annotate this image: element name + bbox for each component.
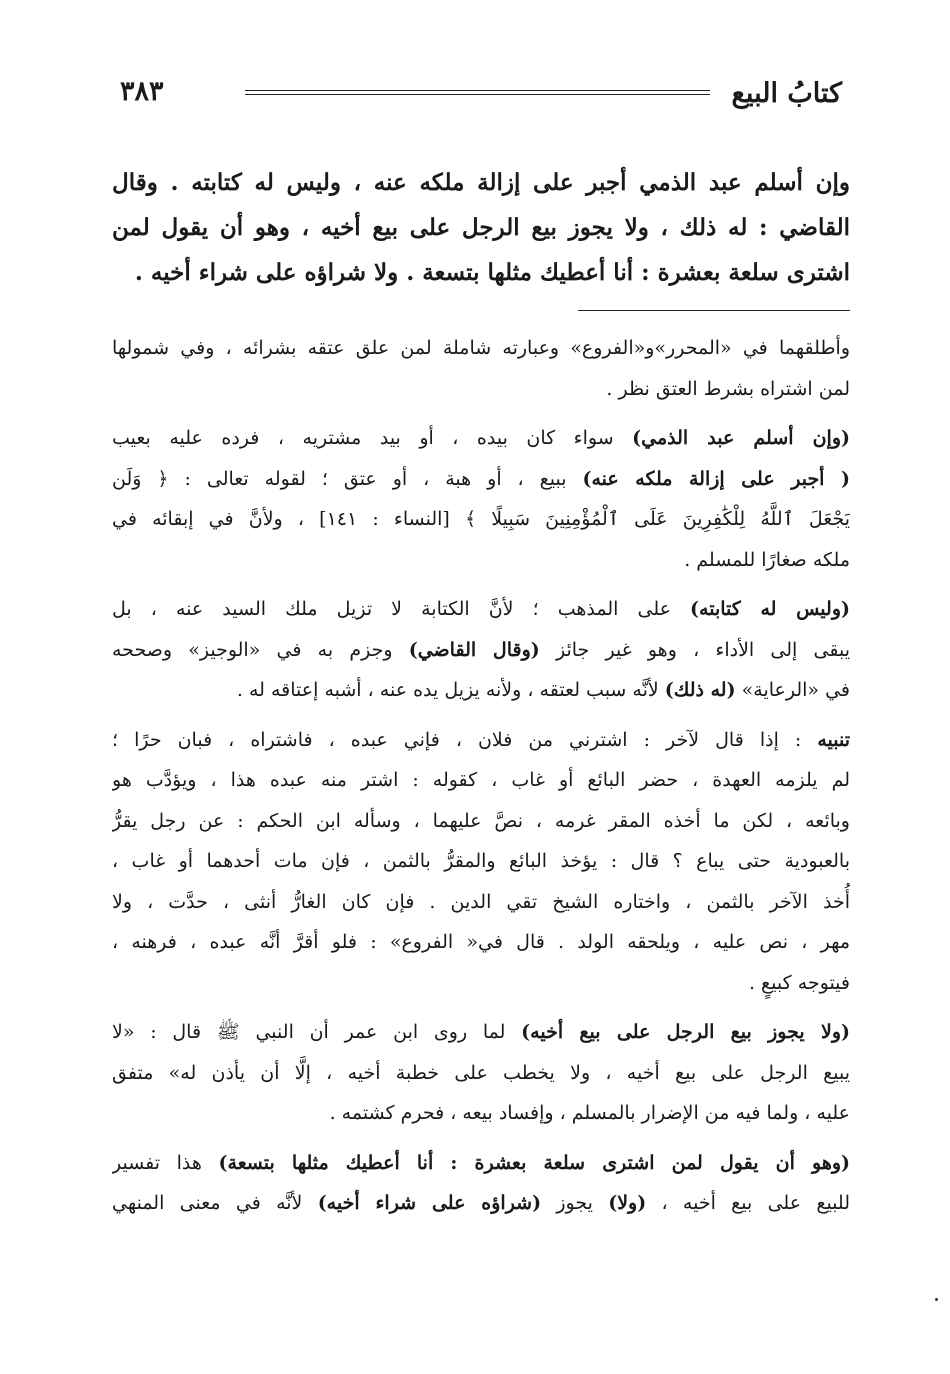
text-line <box>112 630 850 671</box>
matn-separator-rule <box>578 310 850 311</box>
quoted-matn: (له ذلك) <box>664 679 736 701</box>
text-segment: هذا تفسير <box>112 1151 219 1174</box>
text-line: لمن اشتراه بشرط العتق نظر . <box>606 377 850 400</box>
text-segment: في «الرعاية» <box>735 679 850 701</box>
text-segment: للبيع على بيع أخيه ، <box>646 1192 850 1214</box>
matn-line: وإن أسلم عبد الذمي أجبر على إزالة ملكه عنه ، وليس له كتابته . وقال <box>112 169 850 196</box>
scan-speck <box>935 1298 938 1301</box>
text-segment: على المذهب ؛ لأنَّ الكتابة لا تزيل ملك السيد عنه ، بل <box>112 598 691 620</box>
commentary-paragraph <box>112 589 850 711</box>
text-line <box>112 1183 850 1224</box>
text-line <box>112 670 850 711</box>
quoted-matn: (شراؤه على شراء أخيه) <box>317 1192 542 1214</box>
text-segment: ببيع ، أو هبة ، أو عتق ؛ لقوله تعالى : ﴿ وَلَن <box>112 467 583 490</box>
quoted-matn: ( أجبر على إزالة ملكه عنه) <box>582 467 850 490</box>
text-line: بالعبودية حتى يباع ؟ قال : يؤخذ البائع والمقرُّ بالثمن ، فإن مات أحدهما أو غاب ، <box>112 850 850 872</box>
note-heading: تنبيه <box>817 728 850 751</box>
text-line: أُخذ الآخر بالثمن ، واختاره الشيخ تقي الدين . فإن كان الغارُّ أنثى ، حدَّت ، ولا <box>112 890 850 913</box>
quran-verse-line: يَجْعَلَ ٱللَّهُ لِلْكَٰفِرِينَ عَلَى ٱلْمُؤْمِنِينَ سَبِيلًا ﴾ [النساء : ١٤١] ، ولأنَّ في إبقائه في <box>112 508 850 530</box>
text-segment: يجوز <box>541 1192 609 1214</box>
commentary-paragraph <box>112 418 850 580</box>
commentary <box>112 328 850 1233</box>
commentary-paragraph <box>112 328 850 409</box>
header-rule <box>245 90 710 91</box>
text-line <box>112 720 850 761</box>
page-number: ٣٨٣ <box>120 76 164 107</box>
text-line <box>112 1143 850 1184</box>
commentary-paragraph <box>112 1012 850 1134</box>
text-line: عليه ، ولما فيه من الإضرار بالمسلم ، وإفساد بيعه ، فحرم كشتمه . <box>329 1102 850 1124</box>
matn-line: القاضي : له ذلك ، ولا يجوز بيع الرجل على بيع أخيه ، وهو أن يقول لمن <box>112 214 850 241</box>
text-segment: لأنَّه سبب لعتقه ، ولأنه يزيل يده عنه ، أشبه إعتاقه له . <box>236 679 665 701</box>
text-line: وبائعه ، لكن ما أخذه المقر غرمه ، نصَّ عليهما ، وسأله ابن الحكم : عن رجل يقرُّ <box>112 809 850 832</box>
text-segment: لما روى ابن عمر أن النبي ﷺ قال : «لا <box>112 1021 522 1043</box>
note-paragraph <box>112 720 850 1004</box>
quoted-matn: (ولا) <box>608 1192 647 1214</box>
quoted-matn: (وليس له كتابته) <box>690 598 850 620</box>
text-segment: سواء كان بيده ، أو بيد مشتريه ، فرده عليه بعيب <box>112 427 633 449</box>
text-segment: : إذا قال لآخر : اشترني من فلان ، فإني عبده ، فاشتراه ، فبان حرًا ؛ <box>112 728 818 751</box>
quoted-matn: (وقال القاضي) <box>408 638 540 661</box>
text-segment: وجزم به في «الوجيز» وصححه <box>112 638 409 661</box>
text-line: لم يلزمه العهدة ، حضر البائع أو غاب ، كقوله : اشتر منه عبده هذا ، ويؤدَّب هو <box>112 769 850 791</box>
text-line: وأطلقهما في «المحرر»و«الفروع» وعبارته شاملة لمن علق عتقه بشرائه ، وفي شمولها <box>112 337 850 359</box>
text-segment: لأنَّه في معنى المنهي <box>112 1192 318 1214</box>
text-line: ملكه صغارًا للمسلم . <box>684 548 850 571</box>
text-line: فيتوجه كبيعٍ . <box>748 971 850 994</box>
text-line <box>112 459 850 500</box>
page-header <box>120 72 842 116</box>
matn-text <box>112 160 850 295</box>
quoted-matn: (ولا يجوز بيع الرجل على بيع أخيه) <box>521 1021 850 1043</box>
quoted-matn: (وهو أن يقول لمن اشترى سلعة بعشرة : أنا أعطيك مثلها بتسعة) <box>218 1151 850 1174</box>
text-line <box>112 418 850 459</box>
text-line <box>112 589 850 630</box>
running-title: كتابُ البيع <box>731 78 842 109</box>
text-line: مهر ، نص عليه ، ويلحقه الولد . قال في« الفروع» : فلو أقرَّ أنَّه عبده ، فرهنه ، <box>112 931 850 953</box>
quoted-matn: (وإن أسلم عبد الذمي) <box>632 427 850 449</box>
commentary-paragraph <box>112 1143 850 1224</box>
text-segment: يبقى إلى الأداء ، وهو غير جائز <box>539 638 850 661</box>
hadith-line: يبيع الرجل على بيع أخيه ، ولا يخطب على خطبة أخيه ، إلَّا أن يأذن له» متفق <box>112 1061 850 1084</box>
matn-line: اشترى سلعة بعشرة : أنا أعطيك مثلها بتسعة . ولا شراؤه على شراء أخيه . <box>134 259 850 286</box>
text-line <box>112 1012 850 1053</box>
